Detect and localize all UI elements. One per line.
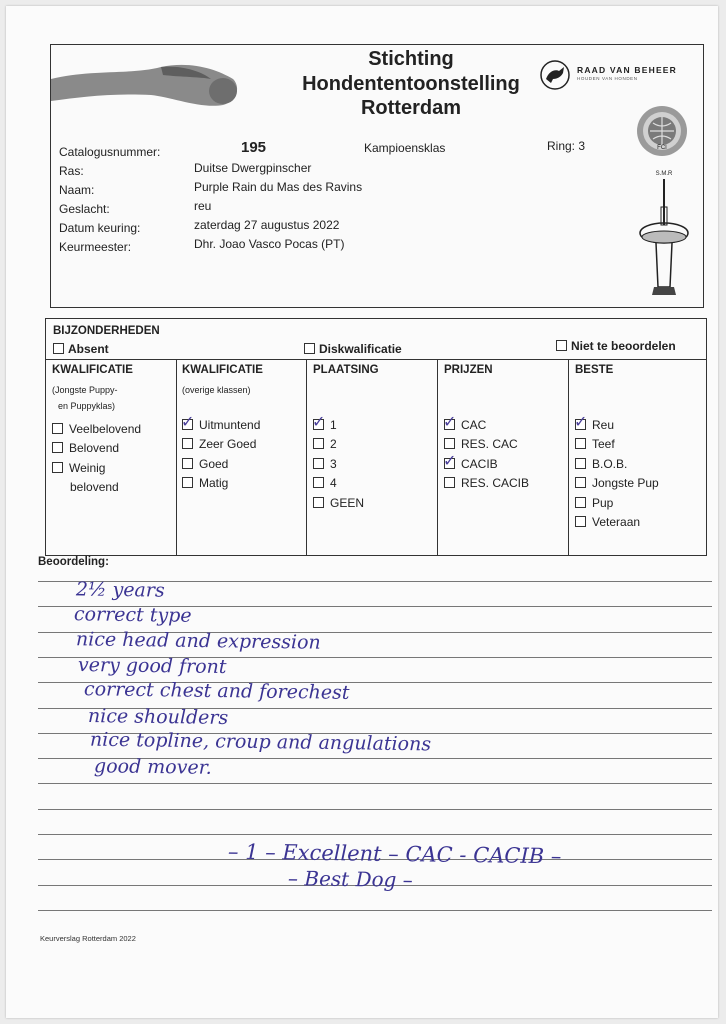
checkbox[interactable] (313, 497, 324, 508)
ruled-line (38, 809, 712, 810)
checkbox-option[interactable] (313, 476, 337, 490)
checkbox-option[interactable] (312, 412, 337, 432)
info-label: Geslacht: (59, 202, 110, 216)
dog-logo-icon (539, 59, 571, 91)
option-label: Matig (199, 476, 229, 491)
class-label: Kampioensklas (364, 141, 446, 155)
option-label: Veteraan (592, 515, 641, 529)
option-label: Absent (68, 342, 109, 356)
ruled-line (38, 910, 712, 911)
info-label: Datum keuring: (59, 221, 141, 235)
column-kwalificatie-overig (176, 360, 307, 556)
info-label: Ras: (59, 164, 84, 178)
checkbox[interactable] (443, 450, 457, 470)
title-line-3: Rotterdam (360, 97, 461, 119)
option-label: Belovend (69, 441, 120, 456)
check-mark-icon: ✓ (181, 412, 195, 431)
checkbox-option[interactable] (52, 441, 119, 455)
checkbox[interactable] (575, 438, 586, 449)
ruled-line (38, 834, 712, 835)
checkbox-option[interactable] (182, 476, 228, 490)
absent-option[interactable] (53, 342, 109, 356)
checkbox-option[interactable] (52, 461, 105, 475)
option-label: CAC (461, 418, 487, 432)
option-label: Diskwalificatie (319, 342, 402, 356)
checkbox[interactable] (556, 340, 567, 351)
raad-van-beheer-logo (539, 59, 699, 95)
paw-photo-icon (51, 57, 241, 111)
handwritten-line: very good front (77, 653, 227, 678)
option-label: Niet te beoordelen (571, 339, 676, 353)
info-value: Purple Rain du Mas des Ravins (194, 180, 363, 194)
diskwalificatie-option[interactable] (304, 342, 402, 356)
option-label: 1 (330, 418, 337, 432)
info-value: reu (194, 199, 212, 213)
footer-text: Keurverslag Rotterdam 2022 (40, 934, 136, 943)
checkbox[interactable] (575, 497, 586, 508)
check-mark-icon: ✓ (312, 412, 326, 431)
checkbox[interactable] (182, 477, 193, 488)
checkbox-option[interactable] (443, 412, 487, 432)
verdict-line: – 1 – Excellent – CAC - CACIB – (227, 839, 562, 869)
option-label: Jongste Pup (592, 476, 659, 491)
column-title: PLAATSING (313, 364, 379, 376)
checkbox[interactable] (181, 412, 195, 431)
columns (46, 359, 706, 556)
checkbox-option[interactable] (444, 437, 518, 451)
option-label: Reu (592, 418, 615, 432)
checkbox-option[interactable] (182, 437, 256, 451)
beoordeling-area (38, 571, 712, 921)
euromast-icon (636, 167, 692, 297)
info-value: Duitse Dwergpinscher (194, 161, 312, 175)
column-title: KWALIFICATIE (52, 364, 133, 376)
option-label: 3 (330, 456, 337, 471)
bijzonderheden-title: BIJZONDERHEDEN (53, 325, 160, 337)
title-line-1: Stichting (368, 48, 454, 70)
option-label: Weinig (69, 460, 106, 475)
checkbox-option[interactable] (575, 476, 659, 490)
checkbox-option[interactable] (575, 457, 627, 471)
column-title: PRIJZEN (444, 364, 493, 376)
beoordeling-label: Beoordeling: (38, 556, 109, 568)
handwritten-line: correct type (73, 603, 192, 628)
handwritten-line: nice head and expression (75, 627, 321, 654)
checkbox[interactable] (313, 477, 324, 488)
info-value: Dhr. Joao Vasco Pocas (PT) (194, 237, 345, 251)
checkbox[interactable] (444, 438, 455, 449)
handwritten-line: 2½ years (75, 578, 165, 602)
option-label: Pup (592, 495, 614, 510)
raad-subtitle: HOUDEN VAN HONDEN (577, 76, 638, 81)
column-note: (Jongste Puppy- (52, 385, 118, 395)
checkbox[interactable] (574, 412, 588, 431)
option-label: RES. CAC (461, 437, 518, 452)
option-label: Zeer Goed (199, 437, 257, 452)
checkbox[interactable] (52, 442, 63, 453)
checkbox[interactable] (313, 458, 324, 469)
checkbox[interactable] (304, 343, 315, 354)
checkbox-option[interactable] (443, 450, 498, 471)
catalog-info (51, 141, 611, 301)
raad-name: RAAD VAN BEHEER (577, 65, 678, 75)
checkbox[interactable] (53, 343, 64, 354)
option-label: 4 (330, 476, 337, 491)
option-label: Teef (592, 437, 615, 452)
catalog-label: Catalogusnummer: (59, 145, 161, 159)
checkbox[interactable] (312, 412, 326, 431)
checkbox[interactable] (182, 458, 193, 469)
checkbox[interactable] (52, 462, 63, 473)
checkbox[interactable] (52, 423, 63, 434)
checkbox[interactable] (182, 438, 193, 449)
column-note: en Puppyklas) (58, 401, 116, 411)
option-label: 2 (330, 437, 337, 452)
ruled-line (38, 783, 712, 784)
column-kwalificatie-puppy (46, 360, 177, 556)
info-value: zaterdag 27 augustus 2022 (194, 218, 340, 232)
column-plaatsing (307, 360, 438, 556)
option-label: Goed (199, 456, 229, 471)
handwritten-line: good mover. (93, 755, 212, 779)
checkbox-option[interactable] (574, 412, 615, 432)
checkbox[interactable] (443, 412, 457, 431)
option-label: RES. CACIB (461, 476, 530, 491)
option-label-continuation: belovend (70, 480, 119, 495)
column-title: BESTE (575, 364, 614, 376)
option-label: Veelbelovend (69, 422, 142, 436)
checkbox[interactable] (575, 458, 586, 469)
checkbox-option[interactable] (575, 496, 613, 510)
option-label: GEEN (330, 495, 365, 510)
page-title (276, 47, 546, 121)
ring-label: Ring: 3 (547, 139, 586, 153)
checkbox-option[interactable] (575, 515, 640, 529)
title-line-2: Hondententoonstelling (302, 72, 520, 95)
checkbox-option[interactable] (313, 457, 337, 471)
column-note: (overige klassen) (182, 385, 251, 395)
column-prijzen (438, 360, 569, 556)
smr-label: S.M.R (655, 171, 673, 177)
column-beste (569, 360, 705, 556)
report-sheet (6, 6, 718, 1018)
option-label: B.O.B. (592, 456, 628, 471)
niet-beoordelen-option[interactable] (556, 339, 676, 353)
checkbox[interactable] (444, 477, 455, 488)
check-mark-icon: ✓ (443, 412, 457, 431)
best-dog-line: – Best Dog – (287, 866, 413, 893)
handwritten-line: correct chest and forechest (83, 678, 350, 705)
handwritten-line: nice topline, croup and angulations (89, 728, 432, 756)
option-label: CACIB (461, 456, 498, 471)
checkbox-option[interactable] (52, 422, 141, 436)
catalog-number: 195 (241, 139, 267, 156)
option-label: Uitmuntend (199, 418, 261, 432)
checkbox-option[interactable] (182, 457, 228, 471)
checkbox-option[interactable] (313, 496, 364, 510)
checkbox[interactable] (575, 477, 586, 488)
header-box (50, 44, 704, 308)
checkbox-option[interactable] (313, 437, 337, 451)
checkbox[interactable] (313, 438, 324, 449)
handwritten-line: nice shoulders (87, 704, 229, 729)
checkbox-option[interactable] (181, 412, 261, 432)
fci-label: FCI (657, 145, 667, 151)
column-title: KWALIFICATIE (182, 364, 263, 376)
checkbox[interactable] (575, 516, 586, 527)
check-mark-icon: ✓ (443, 450, 457, 470)
info-label: Keurmeester: (59, 240, 132, 254)
info-label: Naam: (59, 183, 95, 197)
checkbox-option[interactable] (444, 476, 529, 490)
check-mark-icon: ✓ (574, 412, 588, 431)
checkbox-option[interactable] (575, 437, 615, 451)
fci-logo-icon (636, 105, 688, 157)
judging-grid (45, 318, 707, 556)
